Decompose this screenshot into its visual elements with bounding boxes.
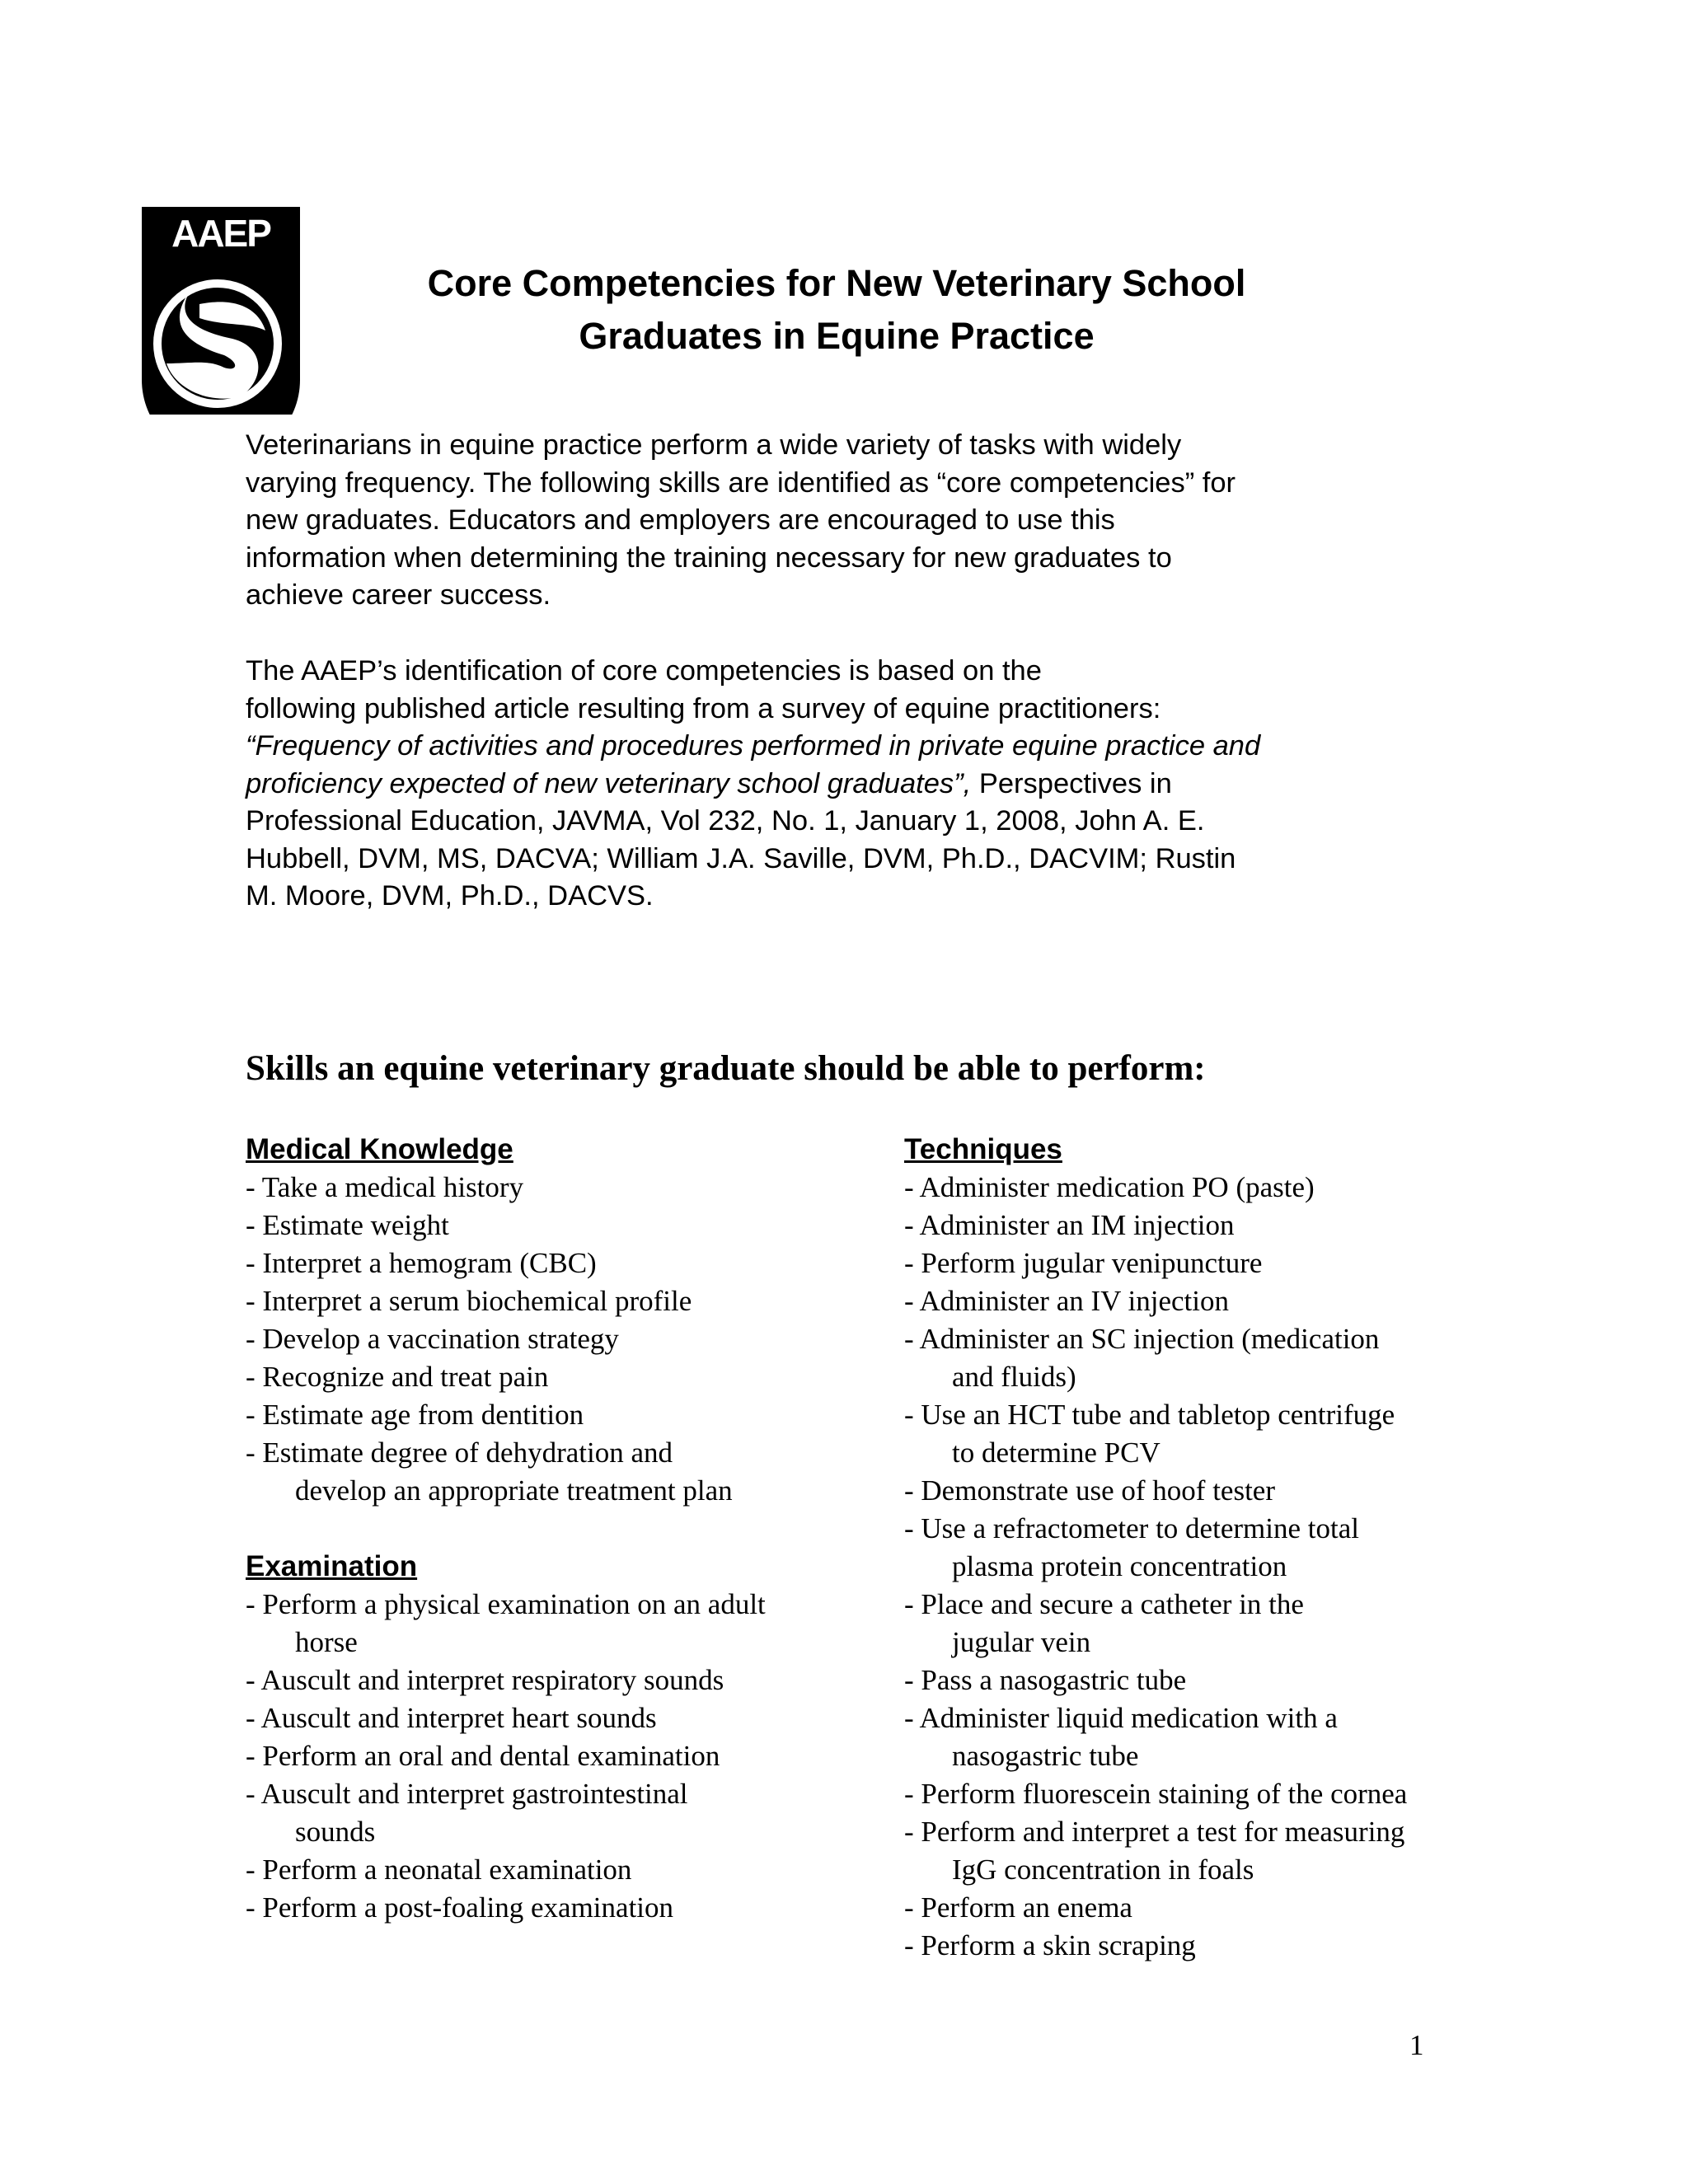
- right-column: [904, 1131, 1407, 1965]
- list-item: - Estimate degree of dehydration and: [246, 1436, 673, 1469]
- list-item: - Perform and interpret a test for measuring: [904, 1816, 1405, 1848]
- list-item: develop an appropriate treatment plan: [295, 1474, 733, 1507]
- list-item: - Auscult and interpret heart sounds: [246, 1702, 657, 1734]
- list-item: - Use a refractometer to determine total: [904, 1512, 1359, 1544]
- list-item: sounds: [295, 1816, 376, 1848]
- citation-title: proficiency expected of new veterinary school graduates”,: [246, 767, 972, 799]
- list-item: plasma protein concentration: [952, 1550, 1287, 1582]
- list-item: - Administer an SC injection (medication: [904, 1323, 1380, 1355]
- intro-line: achieve career success.: [246, 579, 551, 611]
- basis-line: Professional Education, JAVMA, Vol 232, No. 1, January 1, 2008, John A. E.: [246, 805, 1205, 837]
- list-item: - Perform a skin scraping: [904, 1929, 1196, 1961]
- list-item: - Take a medical history: [246, 1171, 524, 1203]
- list-item: - Perform a neonatal examination: [246, 1854, 632, 1886]
- list-item: - Administer an IM injection: [904, 1209, 1235, 1241]
- page-number: 1: [1409, 2029, 1424, 2061]
- citation-source: Perspectives in: [971, 767, 1172, 799]
- title-line-2: Graduates in Equine Practice: [579, 315, 1095, 357]
- basis-paragraph: [246, 653, 1465, 916]
- list-item: - Perform an oral and dental examination: [246, 1740, 720, 1772]
- list-item: - Pass a nasogastric tube: [904, 1664, 1187, 1696]
- techniques-heading: Techniques: [904, 1133, 1062, 1165]
- list-item: - Use an HCT tube and tabletop centrifuge: [904, 1399, 1395, 1431]
- techniques-list: [904, 1169, 1407, 1965]
- citation-title: “Frequency of activities and procedures performed in private equine practice and: [246, 730, 1261, 762]
- list-item: - Auscult and interpret gastrointestinal: [246, 1778, 688, 1810]
- list-item: - Demonstrate use of hoof tester: [904, 1474, 1275, 1507]
- intro-line: information when determining the training necessary for new graduates to: [246, 541, 1172, 574]
- intro-line: varying frequency. The following skills are identified as “core competencies” for: [246, 466, 1236, 499]
- list-item: - Administer medication PO (paste): [904, 1171, 1315, 1203]
- list-item: - Auscult and interpret respiratory sounds: [246, 1664, 724, 1696]
- list-item: jugular vein: [952, 1626, 1091, 1658]
- aaep-logo: [142, 207, 300, 415]
- list-item: - Administer liquid medication with a: [904, 1702, 1338, 1734]
- intro-line: Veterinarians in equine practice perform a wide variety of tasks with widely: [246, 429, 1182, 461]
- basis-line: Hubbell, DVM, MS, DACVA; William J.A. Saville, DVM, Ph.D., DACVIM; Rustin: [246, 842, 1236, 874]
- medical-knowledge-list: [246, 1169, 766, 1510]
- list-item: - Estimate weight: [246, 1209, 449, 1241]
- intro-line: new graduates. Educators and employers are encouraged to use this: [246, 504, 1115, 536]
- left-column: [246, 1131, 766, 1927]
- list-item: horse: [295, 1626, 358, 1658]
- list-item: - Administer an IV injection: [904, 1285, 1230, 1317]
- skills-heading: Skills an equine veterinary graduate should be able to perform:: [246, 1049, 1206, 1088]
- list-item: IgG concentration in foals: [952, 1854, 1254, 1886]
- list-item: - Perform jugular venipuncture: [904, 1247, 1263, 1279]
- intro-paragraph: [246, 427, 1465, 615]
- list-item: - Perform a physical examination on an adult: [246, 1588, 766, 1620]
- list-item: - Develop a vaccination strategy: [246, 1323, 619, 1355]
- list-item: - Perform a post-foaling examination: [246, 1891, 674, 1924]
- list-item: - Interpret a hemogram (CBC): [246, 1247, 597, 1279]
- basis-line: The AAEP’s identification of core competencies is based on the: [246, 655, 1042, 687]
- svg-text:AAEP: AAEP: [171, 212, 270, 255]
- medical-knowledge-heading: Medical Knowledge: [246, 1133, 513, 1165]
- examination-list: [246, 1586, 766, 1927]
- list-item: - Estimate age from dentition: [246, 1399, 584, 1431]
- basis-line: following published article resulting from a survey of equine practitioners:: [246, 692, 1161, 724]
- title-line-1: Core Competencies for New Veterinary School: [427, 262, 1246, 304]
- list-item: - Interpret a serum biochemical profile: [246, 1285, 692, 1317]
- list-item: - Perform an enema: [904, 1891, 1132, 1924]
- list-item: and fluids): [952, 1361, 1076, 1393]
- list-item: nasogastric tube: [952, 1740, 1139, 1772]
- list-item: - Perform fluorescein staining of the cornea: [904, 1778, 1408, 1810]
- basis-line: M. Moore, DVM, Ph.D., DACVS.: [246, 880, 654, 912]
- examination-heading: Examination: [246, 1550, 418, 1582]
- list-item: to determine PCV: [952, 1436, 1160, 1469]
- list-item: - Place and secure a catheter in the: [904, 1588, 1304, 1620]
- list-item: - Recognize and treat pain: [246, 1361, 549, 1393]
